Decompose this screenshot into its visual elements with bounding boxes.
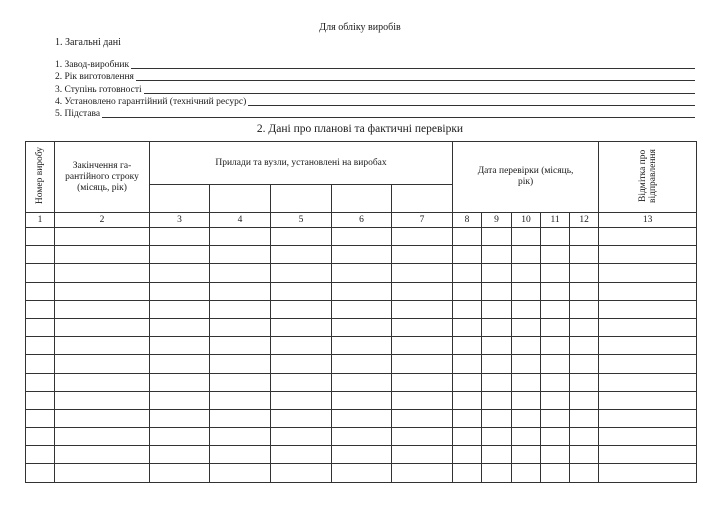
table-cell[interactable] [541,409,570,427]
table-cell[interactable] [482,246,512,264]
table-cell[interactable] [392,373,453,391]
table-cell[interactable] [332,318,392,336]
table-cell[interactable] [570,300,599,318]
table-cell[interactable] [210,464,271,482]
table-cell[interactable] [512,282,541,300]
table-cell[interactable] [570,246,599,264]
table-cell[interactable] [55,409,150,427]
header-text: Закінчення га-рантійного строку (місяць, рік) [65,160,139,193]
table-cell[interactable] [150,446,210,464]
field-label: 4. Установлено гарантійний (технічний ресурс) [55,96,247,107]
table-cell[interactable] [570,464,599,482]
device-subcol [392,185,453,213]
table-cell[interactable] [55,373,150,391]
table-cell[interactable] [453,264,482,282]
table-cell[interactable] [392,355,453,373]
table-cell[interactable] [453,246,482,264]
table-row [26,373,697,391]
table-cell[interactable] [271,409,332,427]
table-cell[interactable] [570,355,599,373]
table-cell[interactable] [392,228,453,246]
table-cell[interactable] [392,337,453,355]
table-cell[interactable] [453,464,482,482]
table-cell[interactable] [512,318,541,336]
table-cell[interactable] [392,246,453,264]
table-cell[interactable] [392,464,453,482]
table-cell[interactable] [512,409,541,427]
table-cell[interactable] [271,428,332,446]
table-cell[interactable] [541,318,570,336]
table-cell[interactable] [570,337,599,355]
column-number: 4 [210,213,271,228]
table-cell[interactable] [332,373,392,391]
table-row [26,264,697,282]
table-body [26,228,697,483]
table-cell[interactable] [541,373,570,391]
field-basis[interactable] [55,108,695,120]
fill-line[interactable] [248,105,695,106]
fill-line[interactable] [102,117,695,118]
field-label: 5. Підстава [55,108,101,119]
table-cell[interactable] [332,337,392,355]
field-manufacturer[interactable] [55,59,695,71]
table-cell[interactable] [332,300,392,318]
table-cell[interactable] [55,355,150,373]
table-row [26,228,697,246]
table-cell[interactable] [150,264,210,282]
table-cell[interactable] [150,391,210,409]
table-cell[interactable] [599,337,697,355]
table-cell[interactable] [271,246,332,264]
table-cell[interactable] [512,300,541,318]
table-cell[interactable] [150,318,210,336]
table-cell[interactable] [332,409,392,427]
table-cell[interactable] [150,282,210,300]
table-cell[interactable] [599,318,697,336]
table-cell[interactable] [541,264,570,282]
table-cell[interactable] [570,282,599,300]
table-cell[interactable] [26,282,55,300]
fill-line[interactable] [131,68,695,69]
table-cell[interactable] [599,409,697,427]
table-cell[interactable] [599,282,697,300]
table-cell[interactable] [332,355,392,373]
table-cell[interactable] [512,391,541,409]
table-cell[interactable] [150,428,210,446]
table-cell[interactable] [482,282,512,300]
table-cell[interactable] [26,446,55,464]
table-cell[interactable] [512,264,541,282]
table-cell[interactable] [482,373,512,391]
table-cell[interactable] [150,355,210,373]
table-cell[interactable] [210,228,271,246]
table-cell[interactable] [570,391,599,409]
table-cell[interactable] [599,355,697,373]
table-cell[interactable] [482,318,512,336]
table-cell[interactable] [26,428,55,446]
header-warranty-end [55,142,150,213]
table-cell[interactable] [512,355,541,373]
table-cell[interactable] [512,246,541,264]
table-cell[interactable] [271,264,332,282]
table-cell[interactable] [453,228,482,246]
table-cell[interactable] [512,428,541,446]
table-cell[interactable] [332,428,392,446]
table-cell[interactable] [541,337,570,355]
table-cell[interactable] [26,264,55,282]
table-cell[interactable] [26,228,55,246]
table-cell[interactable] [55,300,150,318]
header-dispatch-mark [599,142,697,213]
table-cell[interactable] [482,300,512,318]
table-row [26,446,697,464]
column-number: 8 [453,213,482,228]
table-cell[interactable] [512,337,541,355]
table-cell[interactable] [271,373,332,391]
table-row [26,300,697,318]
device-subcol [210,185,271,213]
table-cell[interactable] [332,264,392,282]
general-fields [55,59,695,120]
table-cell[interactable] [210,282,271,300]
table-cell[interactable] [541,355,570,373]
header-check-date [453,142,599,213]
table-cell[interactable] [55,446,150,464]
table-cell[interactable] [271,355,332,373]
column-number: 5 [271,213,332,228]
table-cell[interactable] [55,464,150,482]
table-cell[interactable] [271,337,332,355]
table-cell[interactable] [210,318,271,336]
table-cell[interactable] [392,282,453,300]
field-year[interactable] [55,71,695,83]
column-number: 7 [392,213,453,228]
table-cell[interactable] [150,300,210,318]
table-cell[interactable] [570,264,599,282]
table-cell[interactable] [26,409,55,427]
table-cell[interactable] [332,391,392,409]
table-cell[interactable] [210,428,271,446]
table-cell[interactable] [453,355,482,373]
table-row [26,282,697,300]
table-cell[interactable] [26,337,55,355]
table-cell[interactable] [392,318,453,336]
table-row [26,464,697,482]
table-cell[interactable] [599,391,697,409]
table-cell[interactable] [392,264,453,282]
table-cell[interactable] [271,446,332,464]
table-cell[interactable] [26,464,55,482]
table-cell[interactable] [55,391,150,409]
table-cell[interactable] [482,428,512,446]
form-title: Для обліку виробів [319,22,401,33]
table-cell[interactable] [55,318,150,336]
table-cell[interactable] [26,300,55,318]
table-cell[interactable] [210,337,271,355]
table-row [26,246,697,264]
table-cell[interactable] [599,228,697,246]
table-row [26,318,697,336]
column-number: 9 [482,213,512,228]
table-cell[interactable] [453,446,482,464]
table-cell[interactable] [210,373,271,391]
field-label: 3. Ступінь готовності [55,84,142,95]
table-cell[interactable] [150,373,210,391]
table-cell[interactable] [541,228,570,246]
table-cell[interactable] [599,373,697,391]
table-cell[interactable] [453,373,482,391]
table-cell[interactable] [210,409,271,427]
column-number: 13 [599,213,697,228]
field-label: 1. Завод-виробник [55,60,130,71]
checks-table [25,141,697,483]
header-item-number [26,142,55,213]
device-subcol [332,185,392,213]
device-subcol [150,185,210,213]
table-cell[interactable] [392,428,453,446]
table-row [26,428,697,446]
table-cell[interactable] [392,391,453,409]
table-cell[interactable] [150,464,210,482]
table-cell[interactable] [26,246,55,264]
header-devices [150,142,453,185]
table-cell[interactable] [599,246,697,264]
table-cell[interactable] [482,355,512,373]
table-cell[interactable] [210,246,271,264]
table-cell[interactable] [599,264,697,282]
table-cell[interactable] [332,282,392,300]
table-cell[interactable] [392,409,453,427]
table-cell[interactable] [453,337,482,355]
table-cell[interactable] [541,300,570,318]
table-cell[interactable] [55,264,150,282]
table-cell[interactable] [541,282,570,300]
table-cell[interactable] [55,228,150,246]
table-cell[interactable] [210,300,271,318]
table-cell[interactable] [541,391,570,409]
table-cell[interactable] [453,300,482,318]
table-cell[interactable] [210,355,271,373]
table-cell[interactable] [210,391,271,409]
table-row [26,391,697,409]
column-number: 3 [150,213,210,228]
table-cell[interactable] [482,446,512,464]
table-cell[interactable] [392,300,453,318]
column-numbers-row [26,213,697,228]
table-cell[interactable] [570,318,599,336]
table-cell[interactable] [332,228,392,246]
device-subcol [271,185,332,213]
table-cell[interactable] [482,228,512,246]
table-cell[interactable] [210,264,271,282]
table-cell[interactable] [570,446,599,464]
table-cell[interactable] [26,373,55,391]
table-cell[interactable] [392,446,453,464]
table-cell[interactable] [26,355,55,373]
table-cell[interactable] [26,391,55,409]
table-cell[interactable] [512,228,541,246]
table-cell[interactable] [453,428,482,446]
table-cell[interactable] [271,300,332,318]
table-row [26,337,697,355]
table-cell[interactable] [271,318,332,336]
header-text: Номер виробу [35,146,45,205]
fill-line[interactable] [136,80,695,81]
table-cell[interactable] [512,446,541,464]
table-cell[interactable] [150,409,210,427]
table-cell[interactable] [150,337,210,355]
table-cell[interactable] [570,409,599,427]
table-cell[interactable] [453,391,482,409]
table-cell[interactable] [482,337,512,355]
table-cell[interactable] [482,409,512,427]
table-cell[interactable] [512,464,541,482]
table-cell[interactable] [332,246,392,264]
header-text: Дата перевірки (місяць, рік) [477,166,574,187]
table-cell[interactable] [541,446,570,464]
table-cell[interactable] [482,391,512,409]
table-cell[interactable] [599,464,697,482]
table-cell[interactable] [570,373,599,391]
table-cell[interactable] [55,337,150,355]
table-cell[interactable] [599,428,697,446]
table-cell[interactable] [541,246,570,264]
table-cell[interactable] [26,318,55,336]
table-cell[interactable] [150,228,210,246]
table-cell[interactable] [570,228,599,246]
header-text: Відмітка про відправлення [637,148,658,203]
table-cell[interactable] [453,318,482,336]
table-cell[interactable] [512,373,541,391]
column-number: 11 [541,213,570,228]
table-row [26,409,697,427]
header-text: Прилади та вузли, установлені на виробах [215,157,387,168]
table-cell[interactable] [599,446,697,464]
column-number: 2 [55,213,150,228]
table-cell[interactable] [482,264,512,282]
table-cell[interactable] [55,282,150,300]
section-checks-heading: 2. Дані про планові та фактичні перевірки [256,123,464,135]
table-cell[interactable] [453,409,482,427]
table-row [26,355,697,373]
table-cell[interactable] [271,391,332,409]
table-cell[interactable] [210,446,271,464]
field-readiness[interactable] [55,83,695,95]
fill-line[interactable] [144,93,695,94]
field-warranty[interactable] [55,96,695,108]
table-cell[interactable] [150,246,210,264]
column-number: 10 [512,213,541,228]
table-cell[interactable] [271,282,332,300]
table-cell[interactable] [453,282,482,300]
section-general-heading: 1. Загальні дані [55,37,121,48]
table-cell[interactable] [55,246,150,264]
table-cell[interactable] [55,428,150,446]
table-cell[interactable] [271,228,332,246]
column-number: 6 [332,213,392,228]
column-number: 12 [570,213,599,228]
table-cell[interactable] [332,464,392,482]
table-cell[interactable] [482,464,512,482]
table-cell[interactable] [541,464,570,482]
table-cell[interactable] [599,300,697,318]
table-cell[interactable] [271,464,332,482]
column-number: 1 [26,213,55,228]
field-label: 2. Рік виготовлення [55,72,134,83]
table-cell[interactable] [332,446,392,464]
table-cell[interactable] [541,428,570,446]
table-cell[interactable] [570,428,599,446]
